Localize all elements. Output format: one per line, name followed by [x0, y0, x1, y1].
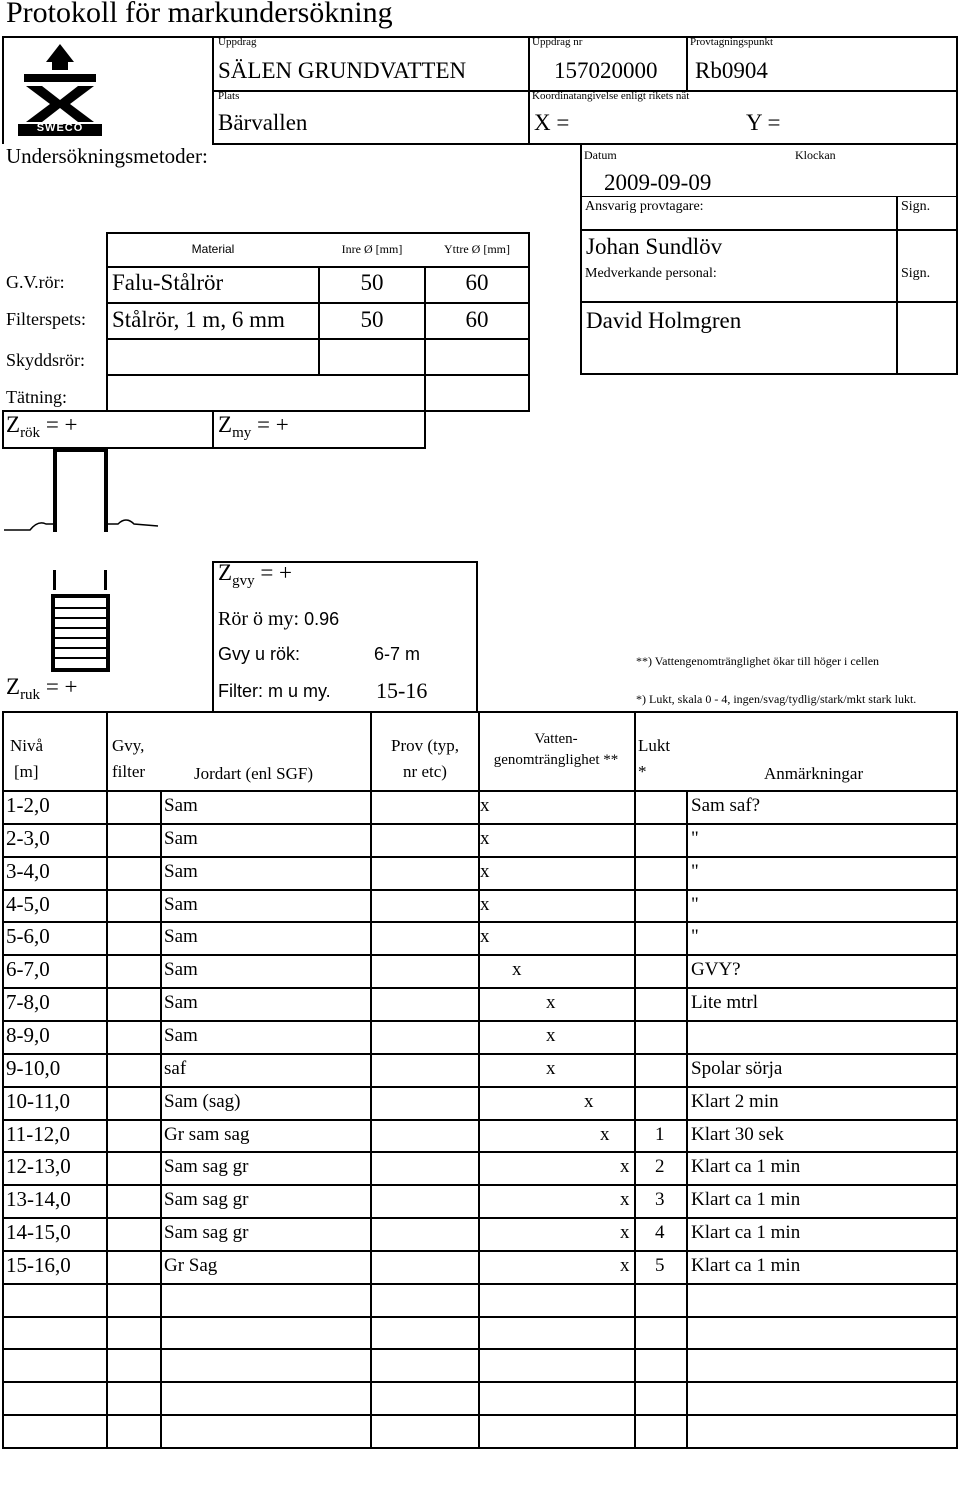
header-gvy-1: Gvy,	[112, 736, 145, 755]
cell-permeability-mark: x	[480, 894, 490, 915]
cell-niva: 15-16,0	[6, 1253, 71, 1277]
note-lukt: *) Lukt, skala 0 - 4, ingen/svag/tydlig/stark/mkt stark lukt.	[636, 692, 917, 706]
cell-permeability-mark: x	[546, 1025, 556, 1046]
filterspets-yttre: 60	[465, 307, 489, 332]
cell-jordart: Sam	[164, 992, 198, 1013]
methods-line-2	[106, 302, 528, 304]
uppdrag-value: SÄLEN GRUNDVATTEN	[218, 58, 467, 83]
cell-jordart: saf	[164, 1058, 187, 1079]
cell-lukt: 2	[655, 1156, 665, 1177]
header-vatten-1: Vatten-	[534, 731, 578, 747]
header-bottom-border	[212, 143, 958, 145]
cell-anmarkning: "	[691, 894, 699, 915]
methods-col-0	[106, 232, 108, 412]
cell-permeability-mark: x	[546, 1058, 556, 1079]
table-row-line	[2, 1447, 958, 1449]
cell-permeability-mark: x	[546, 992, 556, 1013]
cell-jordart: Gr sam sag	[164, 1124, 250, 1145]
inre-header: Inre Ø [mm]	[341, 242, 403, 256]
filterspets-material: Stålrör, 1 m, 6 mm	[112, 307, 285, 332]
cell-anmarkning: "	[691, 926, 699, 947]
table-row-line	[2, 1348, 958, 1350]
koord-label: Koordinatangivelse enligt rikets nät	[532, 90, 690, 102]
cell-jordart: Sam sag gr	[164, 1156, 249, 1177]
cell-anmarkning: "	[691, 861, 699, 882]
table-row-line	[2, 1020, 958, 1022]
datum-label: Datum	[584, 148, 617, 162]
table-col-line	[106, 711, 108, 1449]
cell-anmarkning: Klart ca 1 min	[691, 1156, 801, 1177]
y-coordinate: Y =	[746, 110, 781, 135]
table-row-line	[2, 1151, 958, 1153]
header-prov-2: nr etc)	[403, 762, 447, 781]
cell-permeability-mark: x	[620, 1189, 630, 1210]
cell-jordart: Sam	[164, 1025, 198, 1046]
filter-label: Filter: m u my.	[218, 681, 331, 701]
header-right-border	[956, 36, 958, 144]
plats-label: Plats	[218, 90, 240, 102]
table-row-line	[2, 889, 958, 891]
info-datum-line	[580, 196, 958, 197]
cell-niva: 4-5,0	[6, 892, 50, 916]
cell-jordart: Sam	[164, 959, 198, 980]
methods-top-border	[106, 232, 528, 234]
sweco-logo	[12, 40, 108, 136]
header-divider-1	[528, 36, 530, 144]
cell-niva: 3-4,0	[6, 859, 50, 883]
cell-niva: 2-3,0	[6, 826, 50, 850]
methods-left-border	[2, 410, 4, 449]
cell-anmarkning: Klart ca 1 min	[691, 1255, 801, 1276]
cell-anmarkning: "	[691, 828, 699, 849]
cell-lukt: 3	[655, 1189, 665, 1210]
plats-value: Bärvallen	[218, 110, 308, 135]
cell-anmarkning: Klart ca 1 min	[691, 1222, 801, 1243]
cell-niva: 14-15,0	[6, 1220, 71, 1244]
well-sketch	[0, 448, 220, 710]
skyddsror-label: Skyddsrör:	[6, 350, 86, 370]
cell-jordart: Sam	[164, 861, 198, 882]
yttre-header: Yttre Ø [mm]	[444, 242, 510, 256]
gvy-u-rok-value: 6-7 m	[374, 644, 421, 664]
table-col-line	[634, 711, 636, 1449]
provpunkt-value: Rb0904	[695, 58, 768, 83]
uppdrag-nr-label: Uppdrag nr	[532, 36, 583, 48]
ansvarig-label: Ansvarig provtagare:	[585, 199, 704, 214]
cell-niva: 6-7,0	[6, 957, 50, 981]
cell-niva: 11-12,0	[6, 1122, 70, 1146]
table-row-line	[2, 1283, 958, 1285]
cell-permeability-mark: x	[620, 1222, 630, 1243]
table-row-line	[2, 921, 958, 923]
header-anmarkningar: Anmärkningar	[764, 764, 864, 783]
table-col-line	[478, 711, 480, 1449]
header-divider-2	[686, 36, 688, 91]
methods-line-1	[106, 266, 528, 268]
header-top-border	[2, 36, 958, 38]
z-my: $Z_{my}$ = +	[218, 412, 289, 441]
table-col-line	[370, 711, 372, 1449]
cell-jordart: Sam sag gr	[164, 1189, 249, 1210]
cell-anmarkning: Sam saf?	[691, 795, 761, 816]
cell-permeability-mark: x	[480, 795, 490, 816]
z-ruk: $Z_{ruk}$ = +	[6, 674, 78, 703]
cell-permeability-mark: x	[480, 926, 490, 947]
z-gvy: $Z_{gvy}$ = +	[218, 560, 293, 589]
cell-niva: 9-10,0	[6, 1056, 61, 1080]
cell-niva: 7-8,0	[6, 990, 50, 1014]
header-vatten-2: genomtränglighet **	[493, 752, 619, 768]
methods-line-3	[106, 338, 528, 340]
filterspets-label: Filterspets:	[6, 309, 86, 329]
cell-jordart: Sam (sag)	[164, 1091, 241, 1112]
tatning-label: Tätning:	[6, 387, 67, 407]
filter-value: 15-16	[376, 678, 428, 703]
material-header: Material	[191, 242, 235, 256]
ansvarig-value: Johan Sundlöv	[586, 234, 723, 259]
cell-niva: 5-6,0	[6, 924, 50, 948]
sign-divider	[896, 196, 898, 374]
table-col-line	[686, 790, 688, 1449]
cell-lukt: 1	[655, 1124, 665, 1145]
datum-value: 2009-09-09	[604, 170, 712, 195]
methods-line-4	[106, 374, 528, 376]
sign-label-2: Sign.	[901, 266, 931, 281]
table-row-line	[2, 954, 958, 956]
header-niva-2: [m]	[14, 762, 39, 781]
header-jordart: Jordart (enl SGF)	[194, 764, 313, 783]
note-permeability: **) Vattengenomtränglighet ökar till höger i cellen	[636, 654, 880, 668]
well-box-left	[212, 561, 214, 711]
table-row-line	[2, 1053, 958, 1055]
info-right-border	[956, 143, 958, 375]
header-left-border	[2, 36, 4, 144]
info-bottom-border	[580, 373, 958, 375]
table-row-line	[2, 1119, 958, 1121]
cell-anmarkning: Klart ca 1 min	[691, 1189, 801, 1210]
cell-jordart: Sam sag gr	[164, 1222, 249, 1243]
cell-niva: 12-13,0	[6, 1154, 71, 1178]
header-niva-1: Nivå	[10, 736, 44, 755]
medverkande-value: David Holmgren	[586, 308, 742, 333]
klockan-label: Klockan	[795, 148, 836, 162]
cell-permeability-mark: x	[620, 1156, 630, 1177]
filterspets-inre: 50	[360, 307, 384, 332]
medverkande-label: Medverkande personal:	[585, 266, 717, 281]
logo-divider	[212, 36, 214, 144]
cell-niva: 10-11,0	[6, 1089, 70, 1113]
table-row-line	[2, 1414, 958, 1416]
header-lukt-1: Lukt	[638, 736, 671, 755]
table-row-line	[2, 856, 958, 858]
cell-anmarkning: GVY?	[691, 959, 741, 980]
table-row-line	[2, 1217, 958, 1219]
table-row-line	[2, 1250, 958, 1252]
table-row-line	[2, 823, 958, 825]
cell-anmarkning: Klart 2 min	[691, 1091, 779, 1112]
cell-anmarkning: Spolar sörja	[691, 1058, 783, 1079]
cell-jordart: Sam	[164, 795, 198, 816]
cell-permeability-mark: x	[620, 1255, 630, 1276]
cell-anmarkning: Lite mtrl	[691, 992, 759, 1013]
methods-heading: Undersökningsmetoder:	[6, 144, 208, 168]
table-col-line	[2, 711, 4, 1449]
cell-jordart: Sam	[164, 894, 198, 915]
cell-niva: 1-2,0	[6, 793, 50, 817]
info-line-2	[580, 301, 958, 303]
table-row-line	[2, 1316, 958, 1318]
logo-text: SWECO	[36, 122, 84, 134]
table-row-line	[2, 790, 958, 792]
table-top-border	[2, 711, 958, 713]
sign-label-1: Sign.	[901, 199, 931, 214]
cell-lukt: 5	[655, 1255, 665, 1276]
cell-permeability-mark: x	[512, 959, 522, 980]
cell-permeability-mark: x	[584, 1091, 594, 1112]
header-lukt-2: *	[638, 762, 647, 781]
table-row-line	[2, 1086, 958, 1088]
methods-z-divider	[212, 410, 214, 449]
table-row-line	[2, 1184, 958, 1186]
header-prov-1: Prov (typ,	[391, 736, 459, 755]
cell-niva: 8-9,0	[6, 1023, 50, 1047]
z-rok: $Z_{rök}$ = +	[6, 412, 78, 441]
provpunkt-label: Provtagningspunkt	[690, 36, 774, 48]
gvror-label: G.V.rör:	[6, 272, 65, 292]
gvror-material: Falu-Stålrör	[112, 270, 224, 295]
table-row-line	[2, 987, 958, 989]
gvror-yttre: 60	[465, 270, 489, 295]
cell-jordart: Sam	[164, 926, 198, 947]
cell-jordart: Sam	[164, 828, 198, 849]
x-coordinate: X =	[534, 110, 570, 135]
cell-anmarkning: Klart 30 sek	[691, 1124, 784, 1145]
cell-lukt: 4	[655, 1222, 665, 1243]
well-box-right	[476, 561, 478, 711]
cell-permeability-mark: x	[480, 861, 490, 882]
uppdrag-label: Uppdrag	[218, 36, 257, 48]
table-row-line	[2, 1381, 958, 1383]
cell-permeability-mark: x	[600, 1124, 610, 1145]
table-col-line	[956, 711, 958, 1449]
gvror-inre: 50	[360, 270, 384, 295]
ror-o-my: Rör ö my: 0.96	[218, 608, 340, 630]
table-col-line	[160, 790, 162, 1449]
uppdrag-nr-value: 157020000	[554, 58, 658, 83]
header-gvy-2: filter	[112, 762, 146, 781]
gvy-u-rok-label: Gvy u rök:	[218, 644, 301, 664]
page-title: Protokoll för markundersökning	[6, 0, 393, 29]
info-line-1	[580, 229, 958, 231]
cell-permeability-mark: x	[480, 828, 490, 849]
info-left-border	[580, 143, 582, 375]
cell-niva: 13-14,0	[6, 1187, 71, 1211]
cell-jordart: Gr Sag	[164, 1255, 218, 1276]
